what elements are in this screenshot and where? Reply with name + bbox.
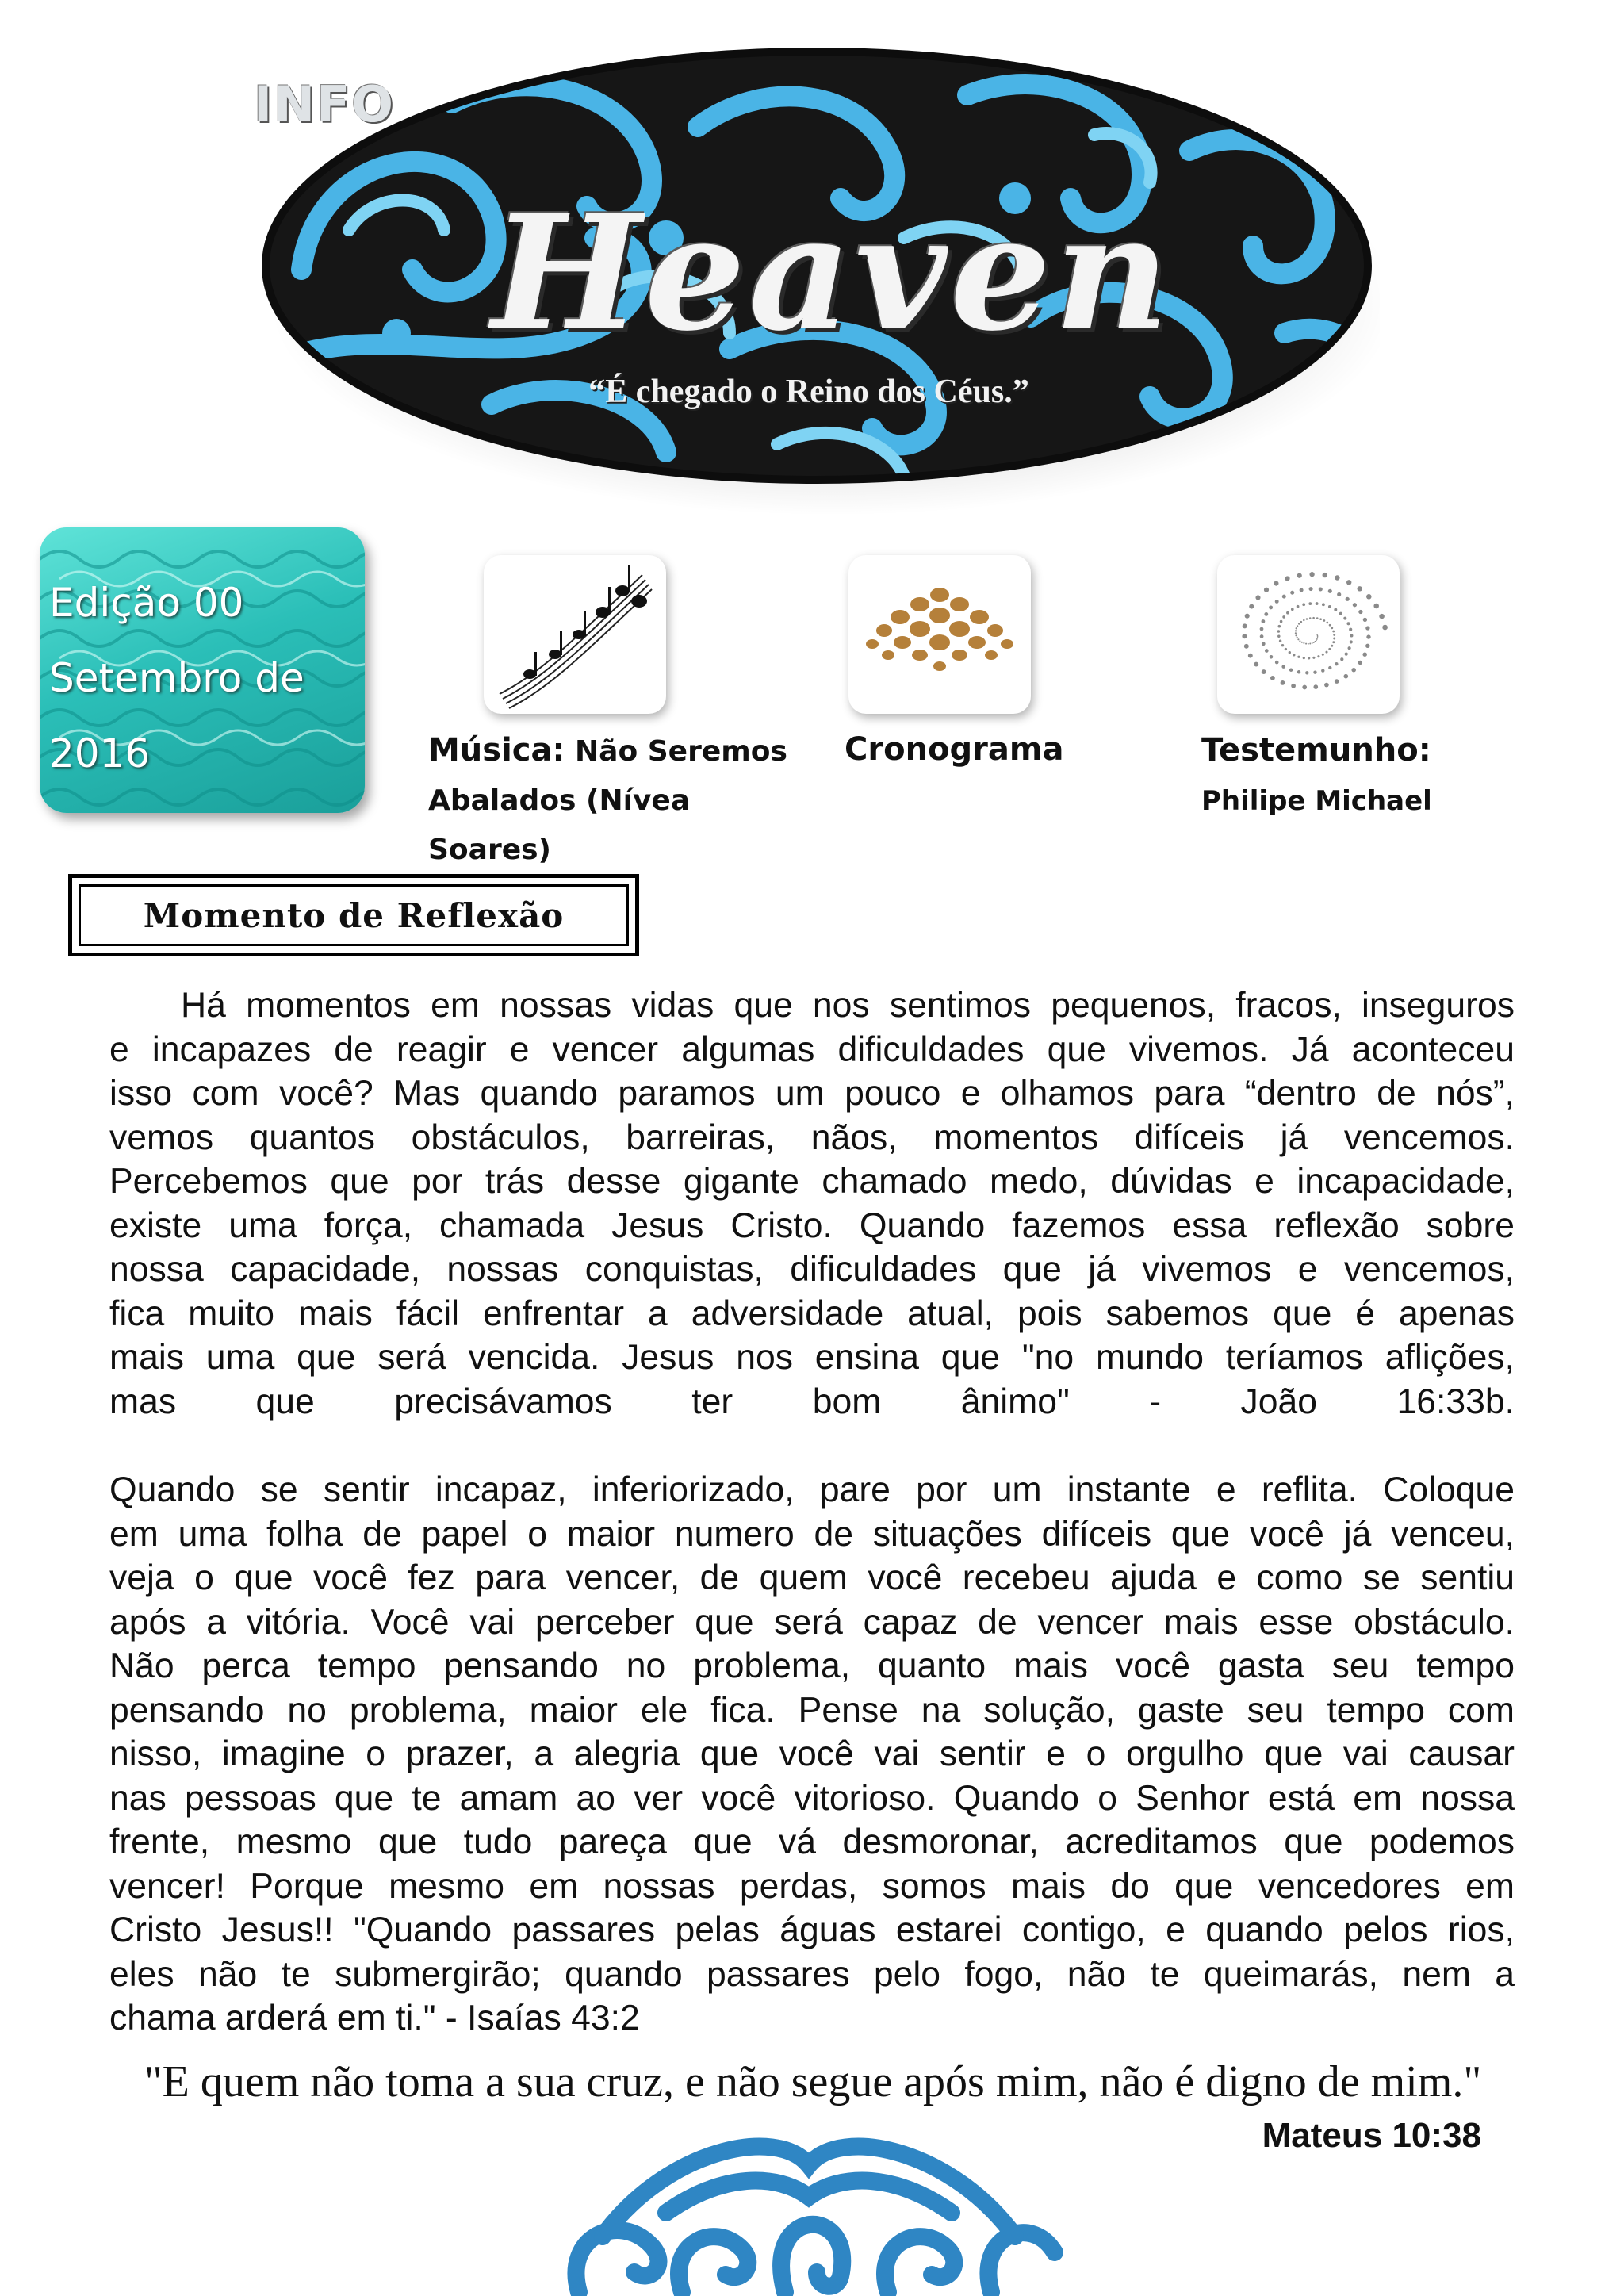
text-line: mas que precisávamos ter bom ânimo" - João 16:33b. [109,1382,1515,1421]
text-line: veja o que você fez para vencer, de quem você recebeu ajuda e como se sentiu [109,1558,1515,1597]
section-heading-box [68,874,639,956]
quote-reference: Mateus 10:38 [1262,2116,1481,2155]
text-line: Não perca tempo pensando no problema, quanto mais você gasta seu tempo [109,1646,1515,1685]
edition-line-month: Setembro de [49,655,304,701]
edition-line-number: Edição 00 [49,580,244,626]
footer-waves [547,2118,1071,2296]
edition-text [49,565,358,792]
logo-title: Heaven [492,180,1173,366]
paragraph-2 [109,1468,1515,2041]
text-line: vemos quantos obstáculos, barreiras, nãos, momentos difíceis já vencemos. [109,1117,1515,1157]
testemunho-caption [1201,726,1487,826]
text-line: Quando se sentir incapaz, inferiorizado, pare por um instante e reflita. Coloque [109,1470,1515,1509]
dot-spiral-icon [1217,555,1400,714]
testemunho-tile[interactable] [1217,555,1400,714]
reflection-body [109,983,1515,2041]
waves-icon [547,2118,1071,2296]
text-line: fica muito mais fácil enfrentar a adversidade atual, pois sabemos que é apenas [109,1294,1515,1333]
cronograma-tile[interactable] [848,555,1031,714]
music-caption [428,726,793,875]
text-line: em uma folha de papel o maior numero de situações difíceis que você já venceu, [109,1514,1515,1554]
text-line: mais uma que será vencida. Jesus nos ensina que "no mundo teríamos aflições, [109,1338,1515,1377]
music-tile[interactable] [484,555,666,714]
edition-line-year: 2016 [49,730,151,776]
text-line: vencer! Porque mesmo em nossas perdas, somos mais do que vencedores em [109,1866,1515,1906]
music-title-part1: Não Seremos [575,735,787,768]
bible-quote: "E quem não toma a sua cruz, e não segue após mim, não é digno de mim." [144,2057,1482,2106]
text-line: após a vitória. Você vai perceber que será capaz de vencer mais esse obstáculo. [109,1602,1515,1642]
text-line: Percebemos que por trás desse gigante chamado medo, dúvidas e incapacidade, [109,1162,1515,1201]
text-line: pensando no problema, maior ele fica. Pense na solução, gaste seu tempo com [109,1690,1515,1730]
dot-pattern-icon [848,555,1031,714]
testemunho-name: Philipe Michael [1201,785,1432,817]
text-line: existe uma força, chamada Jesus Cristo. Quando fazemos essa reflexão sobre [109,1205,1515,1245]
logo-info-text: INFO [254,75,396,133]
text-line: Cristo Jesus!! "Quando passares pelas águas estarei contigo, e quando pelos rios, [109,1911,1515,1949]
cronograma-caption: Cronograma [845,731,1064,768]
text-line: frente, mesmo que tudo pareça que vá desmoronar, acreditamos que podemos [109,1823,1515,1861]
testemunho-label: Testemunho: [1201,732,1431,769]
text-line: eles não te submergirão; quando passares pelo fogo, não te queimarás, nem a [109,1954,1515,1994]
text-line: nossa capacidade, nossas conquistas, dificuldades que já vivemos e vencemos, [109,1250,1515,1289]
text-line: nisso, imagine o prazer, a alegria que você vai sentir e o orgulho que vai causar [109,1734,1515,1773]
text-line: nas pessoas que te amam ao ver você vitorioso. Quando o Senhor está em nossa [109,1778,1515,1818]
logo-tagline: “É chegado o Reino dos Céus.” [588,374,1029,410]
paragraph-1 [109,983,1515,1424]
text-line: chama arderá em ti." - Isaías 43:2 [109,1999,640,2037]
text-line: e incapazes de reagir e vencer algumas dificuldades que vivemos. Já aconteceu [109,1029,1515,1069]
music-label: Música: [428,732,565,769]
text-line: isso com você? Mas quando paramos um pouco e olhamos para “dentro de nós”, [109,1074,1515,1113]
music-notes-icon [484,555,666,714]
text-line: Há momentos em nossas vidas que nos sentimos pequenos, fracos, inseguros [181,986,1515,1025]
music-title-part2: Abalados (Nívea Soares) [428,784,691,866]
edition-tile [40,527,365,813]
section-title: Momento de Reflexão [79,884,629,946]
